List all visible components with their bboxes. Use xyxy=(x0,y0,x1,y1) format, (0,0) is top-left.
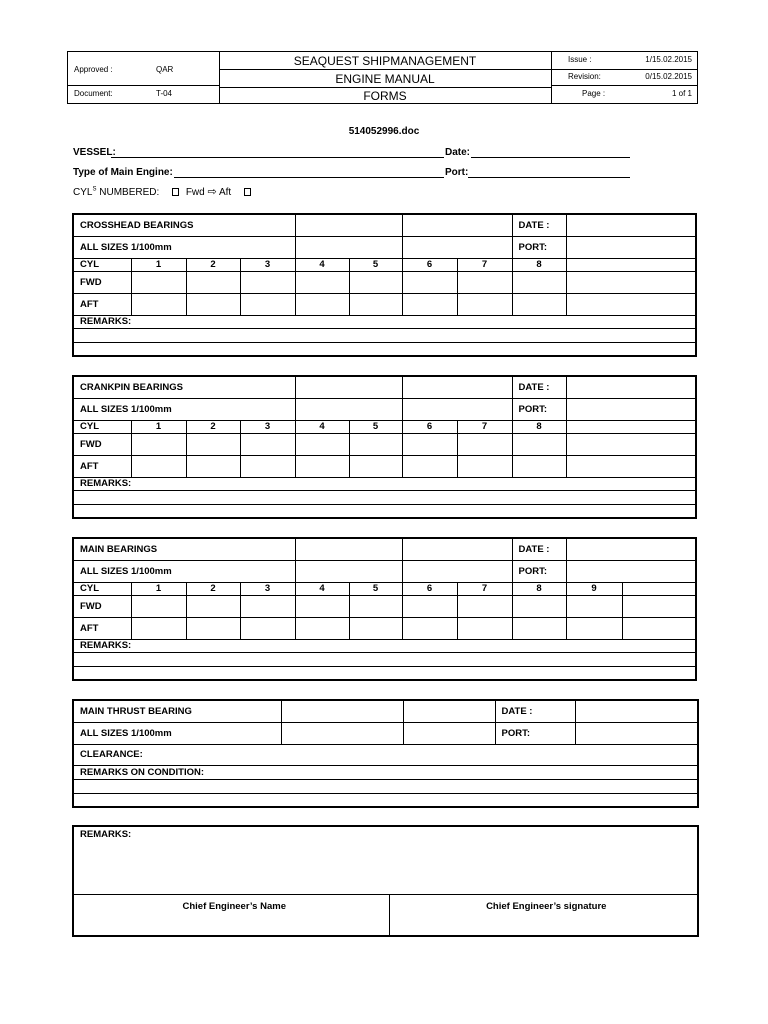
crosshead-fwd-cell[interactable] xyxy=(240,271,295,293)
crankpin-remarks-label: REMARKS: xyxy=(73,477,696,490)
thrust-sizes: ALL SIZES 1/100mm xyxy=(73,722,281,744)
issue-label: Issue : xyxy=(568,55,592,64)
crosshead-aft-cell[interactable] xyxy=(131,293,186,315)
thrust-blank-2[interactable] xyxy=(403,700,495,722)
main-aft-label: AFT xyxy=(73,617,131,639)
crosshead-col-3: 3 xyxy=(240,258,295,271)
main-fwd-cell[interactable] xyxy=(186,595,240,617)
company-name: SEAQUEST SHIPMANAGEMENT xyxy=(293,54,477,68)
main-remarks-line[interactable] xyxy=(73,666,696,680)
crosshead-fwd-cell[interactable] xyxy=(566,271,696,293)
crankpin-col-blank xyxy=(566,420,696,433)
thrust-clearance-label: CLEARANCE: xyxy=(73,744,698,765)
crankpin-port-label: PORT: xyxy=(512,398,566,420)
crosshead-fwd-cell[interactable] xyxy=(402,271,457,293)
main-aft-cell[interactable] xyxy=(349,617,402,639)
crankpin-blank-2[interactable] xyxy=(402,376,512,398)
revision-value: 0/15.02.2015 xyxy=(645,72,692,81)
thrust-port-value[interactable] xyxy=(575,722,698,744)
crankpin-date-value[interactable] xyxy=(566,376,696,398)
cyl-numbered-rest: NUMBERED: xyxy=(99,187,160,198)
crankpin-col-6: 6 xyxy=(402,420,457,433)
crankpin-col-5: 5 xyxy=(349,420,402,433)
chief-engineer-signature-label: Chief Engineer’s signature xyxy=(389,894,698,936)
main-date-value[interactable] xyxy=(566,538,696,560)
crankpin-aft-cell[interactable] xyxy=(566,455,696,477)
main-col-9: 9 xyxy=(566,582,622,595)
cyl-numbered-row xyxy=(73,185,255,198)
crosshead-sizes: ALL SIZES 1/100mm xyxy=(73,236,295,258)
port-field[interactable] xyxy=(468,177,630,178)
port-label: Port: xyxy=(445,167,469,178)
crosshead-cyl-label: CYL xyxy=(73,258,131,271)
thrust-table xyxy=(72,699,699,808)
crankpin-aft-cell[interactable] xyxy=(295,455,349,477)
crosshead-date-value[interactable] xyxy=(566,214,696,236)
date-label: Date: xyxy=(445,147,471,158)
crankpin-port-value[interactable] xyxy=(566,398,696,420)
crosshead-date-label: DATE : xyxy=(512,214,566,236)
main-cyl-label: CYL xyxy=(73,582,131,595)
main-fwd-cell[interactable] xyxy=(457,595,512,617)
document-header xyxy=(67,51,698,104)
crankpin-fwd-label: FWD xyxy=(73,433,131,455)
crankpin-sizes: ALL SIZES 1/100mm xyxy=(73,398,295,420)
main-fwd-cell[interactable] xyxy=(131,595,186,617)
crosshead-col-7: 7 xyxy=(457,258,512,271)
thrust-port-label: PORT: xyxy=(495,722,575,744)
thrust-blank-1[interactable] xyxy=(281,700,403,722)
crankpin-aft-cell[interactable] xyxy=(512,455,566,477)
crankpin-col-3: 3 xyxy=(240,420,295,433)
crosshead-fwd-cell[interactable] xyxy=(295,271,349,293)
main-col-2: 2 xyxy=(186,582,240,595)
crankpin-aft-cell[interactable] xyxy=(402,455,457,477)
crosshead-aft-label: AFT xyxy=(73,293,131,315)
main-aft-cell[interactable] xyxy=(186,617,240,639)
main-aft-cell[interactable] xyxy=(566,617,622,639)
main-bearings-table xyxy=(72,537,697,681)
crosshead-fwd-cell[interactable] xyxy=(349,271,402,293)
crosshead-fwd-cell[interactable] xyxy=(131,271,186,293)
main-fwd-cell[interactable] xyxy=(566,595,622,617)
crankpin-aft-cell[interactable] xyxy=(457,455,512,477)
crankpin-aft-cell[interactable] xyxy=(131,455,186,477)
chief-engineer-name-label: Chief Engineer’s Name xyxy=(73,894,389,936)
crosshead-fwd-label: FWD xyxy=(73,271,131,293)
vessel-label: VESSEL: xyxy=(73,147,116,158)
aft-label: Aft xyxy=(218,187,232,198)
main-fwd-cell[interactable] xyxy=(295,595,349,617)
main-title: MAIN BEARINGS xyxy=(73,538,295,560)
thrust-remarks-line[interactable] xyxy=(73,779,698,793)
crankpin-remarks-line[interactable] xyxy=(73,490,696,504)
crankpin-blank-1[interactable] xyxy=(295,376,402,398)
page-label: Page : xyxy=(582,89,606,98)
main-aft-cell[interactable] xyxy=(240,617,295,639)
main-remarks-label: REMARKS: xyxy=(73,639,696,652)
main-sizes: ALL SIZES 1/100mm xyxy=(73,560,295,582)
thrust-date-value[interactable] xyxy=(575,700,698,722)
section-title: FORMS xyxy=(363,89,407,103)
crosshead-table xyxy=(72,213,697,357)
crosshead-blank-2[interactable] xyxy=(402,214,512,236)
crosshead-title: CROSSHEAD BEARINGS xyxy=(73,214,295,236)
thrust-title: MAIN THRUST BEARING xyxy=(73,700,281,722)
vessel-field[interactable] xyxy=(111,157,444,158)
crosshead-aft-cell[interactable] xyxy=(566,293,696,315)
main-port-label: PORT: xyxy=(512,560,566,582)
approved-label: Approved : xyxy=(74,65,113,74)
main-blank-2[interactable] xyxy=(402,538,512,560)
crankpin-aft-cell[interactable] xyxy=(186,455,240,477)
crankpin-fwd-cell[interactable] xyxy=(512,433,566,455)
main-remarks-line[interactable] xyxy=(73,652,696,666)
page-value: 1 of 1 xyxy=(671,89,692,98)
cyl-numbered-label: CYL xyxy=(73,187,93,198)
thrust-remarks-condition-label: REMARKS ON CONDITION: xyxy=(73,765,698,779)
crosshead-fwd-cell[interactable] xyxy=(186,271,240,293)
crankpin-fwd-cell[interactable] xyxy=(131,433,186,455)
crosshead-aft-cell[interactable] xyxy=(457,293,512,315)
crankpin-aft-cell[interactable] xyxy=(349,455,402,477)
crankpin-fwd-cell[interactable] xyxy=(457,433,512,455)
crankpin-remarks-line[interactable] xyxy=(73,504,696,518)
fwd-label: Fwd xyxy=(185,187,205,198)
main-col-6: 6 xyxy=(402,582,457,595)
manual-title: ENGINE MANUAL xyxy=(335,72,435,86)
aft-fwd-checkbox[interactable] xyxy=(244,188,251,196)
crosshead-aft-cell[interactable] xyxy=(402,293,457,315)
crankpin-aft-label: AFT xyxy=(73,455,131,477)
crankpin-aft-cell[interactable] xyxy=(240,455,295,477)
crankpin-col-2: 2 xyxy=(186,420,240,433)
arrow-right-icon: ⇨ xyxy=(207,186,217,198)
main-blank-1[interactable] xyxy=(295,538,402,560)
crankpin-fwd-cell[interactable] xyxy=(240,433,295,455)
document-label: Document: xyxy=(74,89,113,98)
fwd-aft-checkbox[interactable] xyxy=(172,188,179,196)
crosshead-col-6: 6 xyxy=(402,258,457,271)
main-col-8: 8 xyxy=(512,582,566,595)
approved-value: QAR xyxy=(156,65,174,74)
main-engine-label: Type of Main Engine: xyxy=(73,167,173,178)
main-engine-field[interactable] xyxy=(174,177,444,178)
main-col-7: 7 xyxy=(457,582,512,595)
main-fwd-cell[interactable] xyxy=(402,595,457,617)
crosshead-fwd-cell[interactable] xyxy=(512,271,566,293)
crosshead-col-1: 1 xyxy=(131,258,186,271)
crankpin-fwd-cell[interactable] xyxy=(186,433,240,455)
main-fwd-cell[interactable] xyxy=(240,595,295,617)
crankpin-fwd-cell[interactable] xyxy=(349,433,402,455)
thrust-blank-3[interactable] xyxy=(281,722,403,744)
crosshead-port-label: PORT: xyxy=(512,236,566,258)
main-aft-cell[interactable] xyxy=(512,617,566,639)
final-remarks-label: REMARKS: xyxy=(73,826,698,894)
crankpin-col-1: 1 xyxy=(131,420,186,433)
thrust-date-label: DATE : xyxy=(495,700,575,722)
main-aft-cell[interactable] xyxy=(457,617,512,639)
main-col-blank xyxy=(622,582,696,595)
crankpin-fwd-cell[interactable] xyxy=(402,433,457,455)
main-aft-cell[interactable] xyxy=(295,617,349,639)
main-fwd-cell[interactable] xyxy=(622,595,696,617)
crosshead-col-8: 8 xyxy=(512,258,566,271)
crankpin-fwd-cell[interactable] xyxy=(295,433,349,455)
doc-filename: 514052996.doc xyxy=(348,126,420,137)
main-col-1: 1 xyxy=(131,582,186,595)
issue-value: 1/15.02.2015 xyxy=(645,55,692,64)
signature-table xyxy=(72,825,699,937)
crosshead-fwd-cell[interactable] xyxy=(457,271,512,293)
main-col-4: 4 xyxy=(295,582,349,595)
document-value: T-04 xyxy=(156,89,173,98)
crankpin-cyl-label: CYL xyxy=(73,420,131,433)
crankpin-table xyxy=(72,375,697,519)
crosshead-blank-4[interactable] xyxy=(402,236,512,258)
crankpin-title: CRANKPIN BEARINGS xyxy=(73,376,295,398)
crosshead-aft-cell[interactable] xyxy=(186,293,240,315)
thrust-remarks-line[interactable] xyxy=(73,793,698,807)
crosshead-col-2: 2 xyxy=(186,258,240,271)
main-blank-4[interactable] xyxy=(402,560,512,582)
main-date-label: DATE : xyxy=(512,538,566,560)
crankpin-fwd-cell[interactable] xyxy=(566,433,696,455)
crosshead-port-value[interactable] xyxy=(566,236,696,258)
crankpin-col-4: 4 xyxy=(295,420,349,433)
thrust-blank-4[interactable] xyxy=(403,722,495,744)
main-col-3: 3 xyxy=(240,582,295,595)
crankpin-blank-4[interactable] xyxy=(402,398,512,420)
crosshead-blank-1[interactable] xyxy=(295,214,402,236)
main-fwd-label: FWD xyxy=(73,595,131,617)
crosshead-aft-cell[interactable] xyxy=(295,293,349,315)
main-fwd-cell[interactable] xyxy=(512,595,566,617)
main-aft-cell[interactable] xyxy=(402,617,457,639)
date-field[interactable] xyxy=(471,157,630,158)
crankpin-blank-3[interactable] xyxy=(295,398,402,420)
crosshead-aft-cell[interactable] xyxy=(349,293,402,315)
revision-label: Revision: xyxy=(568,72,601,81)
crosshead-aft-cell[interactable] xyxy=(240,293,295,315)
main-aft-cell[interactable] xyxy=(622,617,696,639)
crankpin-col-7: 7 xyxy=(457,420,512,433)
cyl-sup: S xyxy=(92,186,97,193)
crosshead-remarks-label: REMARKS: xyxy=(73,315,696,328)
main-aft-cell[interactable] xyxy=(131,617,186,639)
main-port-value[interactable] xyxy=(566,560,696,582)
crosshead-aft-cell[interactable] xyxy=(512,293,566,315)
main-blank-3[interactable] xyxy=(295,560,402,582)
crosshead-col-blank xyxy=(566,258,696,271)
crosshead-blank-3[interactable] xyxy=(295,236,402,258)
crosshead-remarks-line[interactable] xyxy=(73,328,696,342)
crankpin-col-8: 8 xyxy=(512,420,566,433)
crosshead-remarks-line[interactable] xyxy=(73,342,696,356)
main-fwd-cell[interactable] xyxy=(349,595,402,617)
crosshead-col-5: 5 xyxy=(349,258,402,271)
crosshead-col-4: 4 xyxy=(295,258,349,271)
main-col-5: 5 xyxy=(349,582,402,595)
crankpin-date-label: DATE : xyxy=(512,376,566,398)
